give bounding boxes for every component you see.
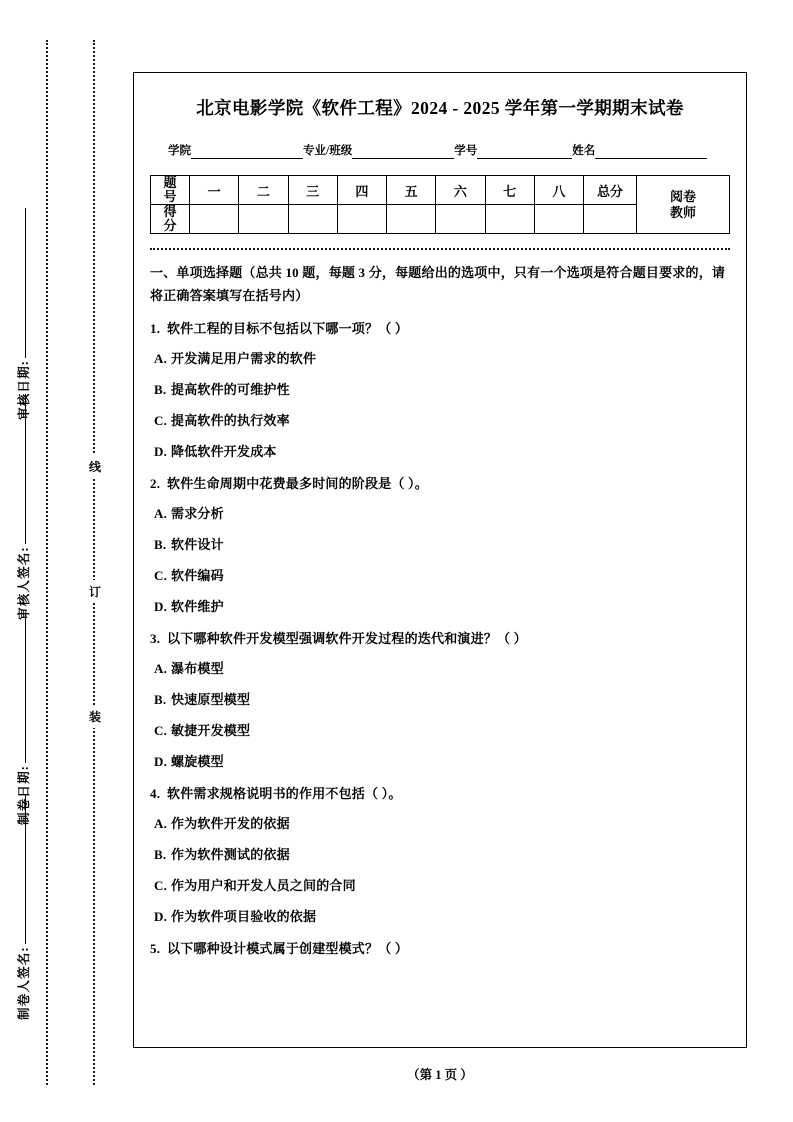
field-name [572,142,707,159]
score-cell-4[interactable] [337,205,386,234]
column-header-5: 五 [387,176,436,205]
question-2-text: 软件生命周期中花费最多时间的阶段是（ ）。 [167,475,428,491]
question-5 [150,939,728,960]
question-2-number: 2. [150,475,161,491]
field-student-id-input[interactable] [477,146,572,159]
question-1-option-d-text: 降低软件开发成本 [171,443,277,459]
field-name-label: 姓名 [572,145,596,157]
question-4 [150,784,728,805]
question-2-option-b-text: 软件设计 [171,537,224,553]
fold-mark-xian: 线 [86,455,104,478]
question-1-option-d-key: D. [154,443,168,459]
question-4-option-a[interactable] [154,814,728,835]
dotted-rule-inner [93,40,95,1085]
question-2-option-c-text: 软件编码 [171,568,224,583]
reviewer-signature-label: 审核人签名: [14,300,32,620]
question-5-number: 5. [150,940,161,956]
question-1-option-b-key: B. [154,382,167,398]
question-2-option-b[interactable] [154,535,728,556]
question-3-text: 以下哪种软件开发模型强调软件开发过程的迭代和演进？（ ） [167,630,527,646]
field-major-class-label: 专业/班级 [303,145,353,157]
table-row-question-numbers [151,176,730,205]
question-4-number: 4. [150,785,161,801]
question-4-option-d[interactable] [154,907,728,928]
paper-made-date-label: 制卷日期: [14,505,32,825]
column-header-total: 总分 [584,176,637,205]
question-3-option-b-text: 快速原型模型 [171,692,251,708]
field-student-id [454,142,572,159]
question-3-option-b[interactable] [154,690,728,711]
fold-mark-zhuang: 装 [86,705,104,728]
score-cell-7[interactable] [485,205,534,234]
question-3 [150,629,728,650]
question-1-option-b-text: 提高软件的可维护性 [171,382,290,398]
question-2-option-d-text: 软件维护 [171,598,224,614]
question-3-option-c-text: 敏捷开发模型 [171,722,251,738]
question-1-option-a-text: 开发满足用户需求的软件 [171,351,317,367]
row-header-question-number [151,176,190,205]
column-header-1: 一 [190,176,239,205]
question-2-option-c-key: C. [154,568,168,583]
field-college-label: 学院 [168,145,191,157]
field-college-input[interactable] [191,146,303,159]
question-1-option-b[interactable] [154,380,728,401]
question-4-option-a-text: 作为软件开发的依据 [171,816,290,832]
question-1-text: 软件工程的目标不包括以下哪一项？（ ） [167,320,409,336]
question-4-option-c-key: C. [154,877,168,893]
question-1-option-c[interactable] [154,411,728,432]
field-student-id-label: 学号 [454,145,478,157]
question-3-number: 3. [150,630,161,646]
field-name-input[interactable] [595,146,707,159]
question-3-option-a-text: 瀑布模型 [171,661,224,677]
score-cell-3[interactable] [288,205,337,234]
page-title: 北京电影学院《软件工程》2024 - 2025 学年第一学期期末试卷 [196,98,684,118]
section-heading: 一、单项选择题（总共 10 题，每题 3 分，每题给出的选项中，只有一个选项是符合题目要求的，请将正确答案填写在括号内） [150,265,726,303]
question-2-option-a-text: 需求分析 [171,506,224,522]
grader-line-1: 阅卷 [669,188,696,204]
question-4-option-c-text: 作为用户和开发人员之间的合同 [171,877,356,893]
score-header-char-1: 得 [163,204,177,220]
question-4-option-a-key: A. [154,816,168,832]
question-4-option-b-text: 作为软件测试的依据 [171,847,290,863]
paper-maker-signature-blank [25,794,26,944]
score-cell-8[interactable] [534,205,583,234]
left-margin-annotations [0,0,60,1122]
student-identity-row [150,142,730,159]
score-cell-1[interactable] [190,205,239,234]
question-1-number: 1. [150,320,161,336]
question-1 [150,319,728,340]
question-1-option-a-key: A. [154,351,168,367]
column-header-3: 三 [288,176,337,205]
field-college [168,142,303,159]
field-major-class-input[interactable] [352,146,454,159]
question-3-option-a-key: A. [154,661,168,677]
question-3-option-c-key: C. [154,722,168,738]
field-major-class [303,142,454,159]
score-cell-5[interactable] [387,205,436,234]
exam-body [134,250,746,959]
question-2-option-c[interactable] [154,566,728,587]
score-cell-total[interactable] [584,205,637,234]
dotted-rule-outer [46,40,48,1085]
question-4-option-c[interactable] [154,876,728,897]
question-1-option-c-text: 提高软件的执行效率 [171,413,290,429]
column-header-6: 六 [436,176,485,205]
question-4-option-b[interactable] [154,845,728,866]
question-4-option-d-key: D. [154,908,168,924]
score-table [150,175,730,234]
question-2-option-d-key: D. [154,598,168,614]
column-header-4: 四 [337,176,386,205]
review-date-label: 审核日期: [14,100,32,420]
question-1-option-a[interactable] [154,349,728,370]
column-header-8: 八 [534,176,583,205]
question-2-option-d[interactable] [154,597,728,618]
row-header-score [151,205,190,234]
question-5-text: 以下哪种设计模式属于创建型模式？（ ） [167,940,409,956]
column-header-grader [637,176,730,234]
question-4-option-d-text: 作为软件项目验收的依据 [171,908,317,924]
score-header-char-2: 分 [163,218,177,234]
question-3-option-c[interactable] [154,721,728,742]
column-header-2: 二 [239,176,288,205]
score-cell-2[interactable] [239,205,288,234]
question-4-option-b-key: B. [154,847,167,863]
column-header-7: 七 [485,176,534,205]
row-header-char-1: 题 [163,175,177,190]
paper-maker-signature-label: 制卷人签名: [14,700,32,1020]
score-cell-6[interactable] [436,205,485,234]
row-header-char-2: 号 [163,189,177,205]
question-3-option-d-text: 螺旋模型 [171,753,224,769]
question-1-option-c-key: C. [154,413,168,429]
score-table-wrapper [150,175,730,234]
question-3-option-d-key: D. [154,753,168,769]
fold-mark-ding: 订 [86,580,104,603]
question-2-option-a-key: A. [154,506,168,522]
question-2 [150,474,728,495]
question-3-option-b-key: B. [154,692,167,708]
question-4-text: 软件需求规格说明书的作用不包括（ ）。 [167,785,402,801]
grader-line-2: 教师 [669,204,696,220]
question-2-option-b-key: B. [154,537,167,553]
question-3-option-d[interactable] [154,752,728,773]
question-2-option-a[interactable] [154,504,728,525]
page-footer: （第 1 页 ） [407,1068,473,1082]
question-3-option-a[interactable] [154,659,728,680]
question-1-option-d[interactable] [154,442,728,463]
exam-paper-frame [133,72,747,1048]
